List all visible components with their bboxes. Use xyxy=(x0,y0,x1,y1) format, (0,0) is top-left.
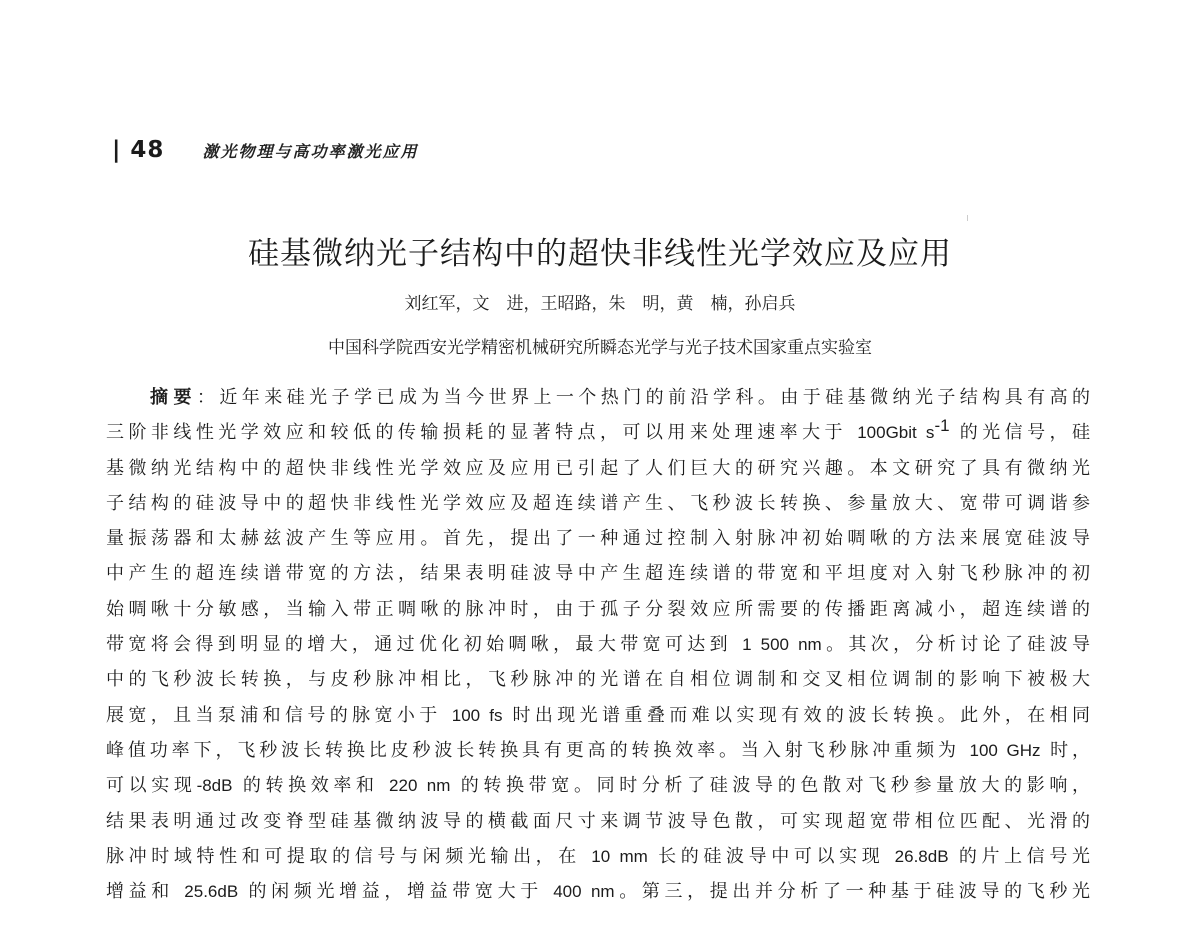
abstract-text: 基微纳光结构中的超快非线性光学效应及应用已引起了人们巨大的研究兴趣。本文研究了具有微纳光 xyxy=(106,457,1090,479)
abstract-line xyxy=(106,662,1090,697)
scan-edge-mark xyxy=(967,215,968,221)
abstract-line xyxy=(106,804,1090,839)
abstract-number: 100Gbit s xyxy=(857,423,935,443)
abstract-text: 。其次，分析讨论了硅波导 xyxy=(821,634,1090,656)
abstract-number: 10 mm xyxy=(591,846,648,866)
abstract-text: 量振荡器和太赫兹波产生等应用。首先，提出了一种通过控制入射脉冲初始啁啾的方法来展宽硅波导 xyxy=(106,528,1090,550)
abstract-label-colon: ： xyxy=(196,387,220,408)
abstract-text: 近年来硅光子学已成为当今世界上一个热门的前沿学科。由于硅基微纳光子结构具有高的 xyxy=(219,387,1090,408)
abstract-text: 的光信号，硅 xyxy=(949,422,1090,444)
abstract-line xyxy=(106,521,1090,556)
abstract-text: 中产生的超连续谱带宽的方法，结果表明硅波导中产生超连续谱的带宽和平坦度对入射飞秒脉冲的初 xyxy=(106,563,1090,585)
abstract-text: 的闲频光增益，增益带宽大于 xyxy=(238,881,554,903)
abstract-text: 长的硅波导中可以实现 xyxy=(647,845,895,867)
abstract-text: 。第三，提出并分析了一种基于硅波导的飞秒光 xyxy=(614,881,1090,903)
abstract-line xyxy=(106,592,1090,627)
abstract-text: 时出现光谱重叠而难以实现有效的波长转换。此外，在相同 xyxy=(502,704,1090,726)
abstract-number: 1 500 nm xyxy=(742,635,822,655)
abstract-text: 结果表明通过改变脊型硅基微纳波导的横截面尺寸来调节波导色散，可实现超宽带相位匹配、光滑的 xyxy=(106,810,1090,832)
abstract-line xyxy=(106,627,1090,662)
abstract-text: 可以实现 xyxy=(106,775,197,797)
abstract-line xyxy=(106,768,1090,803)
abstract-superscript: -1 xyxy=(934,416,950,436)
abstract-line xyxy=(106,451,1090,486)
abstract-text: 始啁啾十分敏感，当输入带正啁啾的脉冲时，由于孤子分裂效应所需要的传播距离减小，超连续谱的 xyxy=(106,598,1090,620)
abstract-line xyxy=(106,698,1090,733)
abstract-number: 100 GHz xyxy=(969,740,1041,760)
abstract-number: 400 nm xyxy=(553,882,615,902)
abstract-number: 26.8dB xyxy=(894,846,949,866)
abstract-text: 的片上信号光 xyxy=(948,845,1090,867)
abstract-text: 中的飞秒波长转换，与皮秒脉冲相比，飞秒脉冲的光谱在自相位调制和交叉相位调制的影响下被极大 xyxy=(106,669,1090,691)
author-list: 刘红军，文 进，王昭路，朱 明，黄 楠，孙启兵 xyxy=(404,294,796,314)
abstract-number: 100 fs xyxy=(451,705,503,725)
journal-name: 激光物理与高功率激光应用 xyxy=(202,141,419,161)
abstract-text: 带宽将会得到明显的增大，通过优化初始啁啾，最大带宽可达到 xyxy=(106,634,743,656)
abstract-text: 子结构的硅波导中的超快非线性光学效应及超连续谱产生、飞秒波长转换、参量放大、宽带可调谐参 xyxy=(106,492,1090,514)
abstract-body xyxy=(106,380,1090,909)
abstract-line xyxy=(106,733,1090,768)
abstract-line xyxy=(106,839,1090,874)
abstract-number: 220 nm xyxy=(389,776,451,796)
abstract-text: 脉冲时域特性和可提取的信号与闲频光输出，在 xyxy=(106,845,592,867)
article-title: 硅基微纳光子结构中的超快非线性光学效应及应用 xyxy=(248,236,952,272)
page-number-value: 48 xyxy=(130,137,165,163)
abstract-line xyxy=(106,556,1090,591)
running-header xyxy=(112,137,418,163)
page-number: | 48 xyxy=(112,137,165,163)
abstract-number: -8dB xyxy=(196,776,233,796)
abstract-text: 的转换带宽。同时分析了硅波导的色散对飞秒参量放大的影响， xyxy=(450,775,1090,797)
abstract-text: 时， xyxy=(1040,739,1090,761)
abstract-text: 峰值功率下，飞秒波长转换比皮秒波长转换具有更高的转换效率。当入射飞秒脉冲重频为 xyxy=(106,739,970,761)
abstract-text: 增益和 xyxy=(106,881,185,903)
abstract-number: 25.6dB xyxy=(184,882,239,902)
abstract-line xyxy=(106,486,1090,521)
abstract-text: 三阶非线性光学效应和较低的传输损耗的显著特点，可以用来处理速率大于 xyxy=(106,422,858,444)
abstract-label: 摘要 xyxy=(150,387,197,408)
abstract-text: 的转换效率和 xyxy=(232,775,390,797)
abstract-line xyxy=(106,874,1090,909)
abstract-line xyxy=(106,415,1090,450)
abstract-text: 展宽，且当泵浦和信号的脉宽小于 xyxy=(106,704,452,726)
abstract-line xyxy=(106,380,1090,415)
affiliation: 中国科学院西安光学精密机械研究所瞬态光学与光子技术国家重点实验室 xyxy=(328,338,872,358)
